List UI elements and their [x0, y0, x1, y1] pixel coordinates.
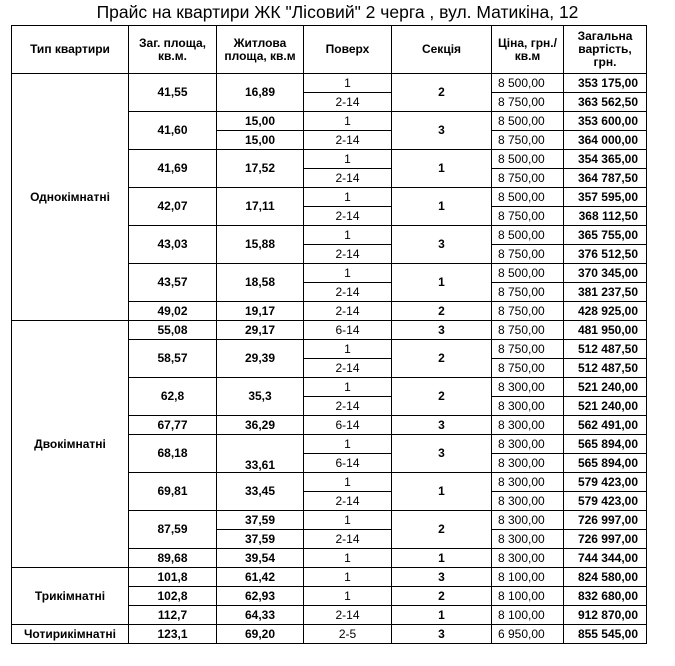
floor-cell: 1 — [304, 473, 392, 492]
header-price: Ціна, грн./кв.м — [492, 26, 564, 74]
total-cost-cell: 368 112,50 — [564, 207, 647, 226]
table-row — [12, 568, 647, 587]
price-cell: 8 750,00 — [492, 131, 564, 150]
section-cell: 1 — [392, 188, 492, 226]
living-area-cell: 37,59 — [217, 530, 304, 549]
price-table — [11, 25, 647, 644]
total-cost-cell: 521 240,00 — [564, 378, 647, 397]
living-area-cell: 16,89 — [217, 74, 304, 112]
total-area-cell: 112,7 — [129, 606, 217, 625]
living-area-cell: 64,33 — [217, 606, 304, 625]
living-area-cell: 17,52 — [217, 150, 304, 188]
page-title: Прайс на квартири ЖК "Лісовий" 2 черга , вул. Матикіна, 12 — [96, 2, 579, 22]
type-cell-two-room: Двокімнатні — [12, 321, 129, 568]
section-cell: 3 — [392, 416, 492, 435]
table-row — [12, 74, 647, 93]
price-cell: 8 500,00 — [492, 188, 564, 207]
section-cell: 2 — [392, 378, 492, 416]
price-cell: 8 300,00 — [492, 492, 564, 511]
header-section: Секція — [392, 26, 492, 74]
price-cell: 8 750,00 — [492, 340, 564, 359]
living-area-cell: 19,17 — [217, 302, 304, 321]
type-cell-four-room: Чотирикімнатні — [12, 625, 129, 644]
header-type: Тип квартири — [12, 26, 129, 74]
section-cell: 2 — [392, 74, 492, 112]
price-cell: 8 300,00 — [492, 397, 564, 416]
living-area-cell: 36,29 — [217, 416, 304, 435]
floor-cell: 2-14 — [304, 169, 392, 188]
price-cell: 8 750,00 — [492, 207, 564, 226]
table-row — [12, 625, 647, 644]
price-cell: 8 750,00 — [492, 283, 564, 302]
living-area-cell: 15,00 — [217, 131, 304, 150]
price-cell: 8 500,00 — [492, 74, 564, 93]
total-cost-cell: 353 600,00 — [564, 112, 647, 131]
floor-cell: 2-14 — [304, 606, 392, 625]
table-row — [12, 321, 647, 340]
floor-cell: 2-14 — [304, 530, 392, 549]
total-area-cell: 58,57 — [129, 340, 217, 378]
total-cost-cell: 579 423,00 — [564, 473, 647, 492]
total-area-cell: 55,08 — [129, 321, 217, 340]
section-cell: 3 — [392, 112, 492, 150]
floor-cell: 1 — [304, 112, 392, 131]
floor-cell: 1 — [304, 264, 392, 283]
section-cell: 1 — [392, 264, 492, 302]
total-cost-cell: 912 870,00 — [564, 606, 647, 625]
header-total-area: Заг. площа, кв.м. — [129, 26, 217, 74]
total-area-cell: 43,57 — [129, 264, 217, 302]
section-cell: 2 — [392, 340, 492, 378]
living-area-cell: 17,11 — [217, 188, 304, 226]
total-area-cell: 67,77 — [129, 416, 217, 435]
total-area-cell: 68,18 — [129, 435, 217, 473]
floor-cell: 1 — [304, 188, 392, 207]
price-cell: 8 100,00 — [492, 606, 564, 625]
price-cell: 8 300,00 — [492, 454, 564, 473]
total-area-cell: 41,69 — [129, 150, 217, 188]
living-area-cell: 29,17 — [217, 321, 304, 340]
price-cell: 8 300,00 — [492, 473, 564, 492]
living-area-cell: 33,61 — [217, 435, 304, 473]
price-cell: 8 750,00 — [492, 169, 564, 188]
floor-cell: 2-14 — [304, 131, 392, 150]
total-area-cell: 102,8 — [129, 587, 217, 606]
total-cost-cell: 726 997,00 — [564, 511, 647, 530]
price-cell: 8 750,00 — [492, 321, 564, 340]
price-cell: 8 100,00 — [492, 587, 564, 606]
total-cost-cell: 521 240,00 — [564, 397, 647, 416]
floor-cell: 2-14 — [304, 359, 392, 378]
price-cell: 8 300,00 — [492, 435, 564, 454]
total-cost-cell: 381 237,50 — [564, 283, 647, 302]
floor-cell: 2-14 — [304, 492, 392, 511]
floor-cell: 2-14 — [304, 207, 392, 226]
price-cell: 8 300,00 — [492, 416, 564, 435]
header-total-cost: Загальна вартість, грн. — [564, 26, 647, 74]
price-cell: 8 300,00 — [492, 530, 564, 549]
price-cell: 8 300,00 — [492, 549, 564, 568]
total-cost-cell: 363 562,50 — [564, 93, 647, 112]
total-area-cell: 41,60 — [129, 112, 217, 150]
floor-cell: 2-14 — [304, 283, 392, 302]
total-area-cell: 41,55 — [129, 74, 217, 112]
floor-cell: 1 — [304, 74, 392, 93]
price-cell: 8 500,00 — [492, 226, 564, 245]
price-cell: 8 500,00 — [492, 264, 564, 283]
total-cost-cell: 579 423,00 — [564, 492, 647, 511]
living-area-cell: 39,54 — [217, 549, 304, 568]
total-area-cell: 101,8 — [129, 568, 217, 587]
living-area-cell: 61,42 — [217, 568, 304, 587]
total-cost-cell: 832 680,00 — [564, 587, 647, 606]
total-area-cell: 49,02 — [129, 302, 217, 321]
floor-cell: 6-14 — [304, 416, 392, 435]
table-header-row — [12, 26, 647, 74]
living-area-cell: 29,39 — [217, 340, 304, 378]
section-cell: 2 — [392, 302, 492, 321]
total-area-cell: 42,07 — [129, 188, 217, 226]
total-cost-cell: 481 950,00 — [564, 321, 647, 340]
type-cell-three-room: Трикімнатні — [12, 568, 129, 625]
total-cost-cell: 824 580,00 — [564, 568, 647, 587]
section-cell: 3 — [392, 568, 492, 587]
total-cost-cell: 357 595,00 — [564, 188, 647, 207]
price-cell: 8 750,00 — [492, 359, 564, 378]
total-cost-cell: 855 545,00 — [564, 625, 647, 644]
section-cell: 3 — [392, 226, 492, 264]
total-cost-cell: 565 894,00 — [564, 454, 647, 473]
total-cost-cell: 726 997,00 — [564, 530, 647, 549]
floor-cell: 2-14 — [304, 93, 392, 112]
total-area-cell: 89,68 — [129, 549, 217, 568]
total-area-cell: 69,81 — [129, 473, 217, 511]
total-cost-cell: 512 487,50 — [564, 359, 647, 378]
type-cell-one-room: Однокімнатні — [12, 74, 129, 321]
header-living-area: Житлова площа, кв.м — [217, 26, 304, 74]
total-cost-cell: 376 512,50 — [564, 245, 647, 264]
price-cell: 8 750,00 — [492, 245, 564, 264]
section-cell: 3 — [392, 625, 492, 644]
floor-cell: 1 — [304, 587, 392, 606]
total-area-cell: 62,8 — [129, 378, 217, 416]
living-area-cell: 15,88 — [217, 226, 304, 264]
section-cell: 3 — [392, 435, 492, 473]
price-cell: 8 300,00 — [492, 511, 564, 530]
floor-cell: 1 — [304, 226, 392, 245]
floor-cell: 1 — [304, 511, 392, 530]
section-cell: 1 — [392, 150, 492, 188]
living-area-cell: 69,20 — [217, 625, 304, 644]
price-cell: 6 950,00 — [492, 625, 564, 644]
floor-cell: 1 — [304, 150, 392, 169]
price-cell: 8 500,00 — [492, 150, 564, 169]
floor-cell: 6-14 — [304, 321, 392, 340]
section-cell: 3 — [392, 321, 492, 340]
price-cell: 8 750,00 — [492, 302, 564, 321]
floor-cell: 6-14 — [304, 454, 392, 473]
floor-cell: 2-14 — [304, 302, 392, 321]
living-area-cell: 37,59 — [217, 511, 304, 530]
total-area-cell: 87,59 — [129, 511, 217, 549]
total-cost-cell: 365 755,00 — [564, 226, 647, 245]
living-area-cell: 18,58 — [217, 264, 304, 302]
section-cell: 1 — [392, 549, 492, 568]
floor-cell: 1 — [304, 435, 392, 454]
section-cell: 2 — [392, 587, 492, 606]
floor-cell: 2-14 — [304, 245, 392, 264]
total-area-cell: 43,03 — [129, 226, 217, 264]
price-cell: 8 300,00 — [492, 378, 564, 397]
price-cell: 8 100,00 — [492, 568, 564, 587]
price-cell: 8 500,00 — [492, 112, 564, 131]
total-cost-cell: 370 345,00 — [564, 264, 647, 283]
section-cell: 1 — [392, 473, 492, 511]
living-area-cell: 35,3 — [217, 378, 304, 416]
section-cell: 2 — [392, 511, 492, 549]
total-cost-cell: 354 365,00 — [564, 150, 647, 169]
total-cost-cell: 428 925,00 — [564, 302, 647, 321]
living-area-cell: 33,45 — [217, 473, 304, 511]
total-cost-cell: 353 175,00 — [564, 74, 647, 93]
total-cost-cell: 364 787,50 — [564, 169, 647, 188]
living-area-cell: 62,93 — [217, 587, 304, 606]
section-cell: 1 — [392, 606, 492, 625]
total-cost-cell: 364 000,00 — [564, 131, 647, 150]
floor-cell: 2-14 — [304, 397, 392, 416]
total-cost-cell: 565 894,00 — [564, 435, 647, 454]
floor-cell: 1 — [304, 340, 392, 359]
total-cost-cell: 512 487,50 — [564, 340, 647, 359]
floor-cell: 1 — [304, 568, 392, 587]
living-area-cell: 15,00 — [217, 112, 304, 131]
total-cost-cell: 562 491,00 — [564, 416, 647, 435]
header-floor: Поверх — [304, 26, 392, 74]
total-area-cell: 123,1 — [129, 625, 217, 644]
price-cell: 8 750,00 — [492, 93, 564, 112]
floor-cell: 2-5 — [304, 625, 392, 644]
floor-cell: 1 — [304, 549, 392, 568]
floor-cell: 1 — [304, 378, 392, 397]
total-cost-cell: 744 344,00 — [564, 549, 647, 568]
